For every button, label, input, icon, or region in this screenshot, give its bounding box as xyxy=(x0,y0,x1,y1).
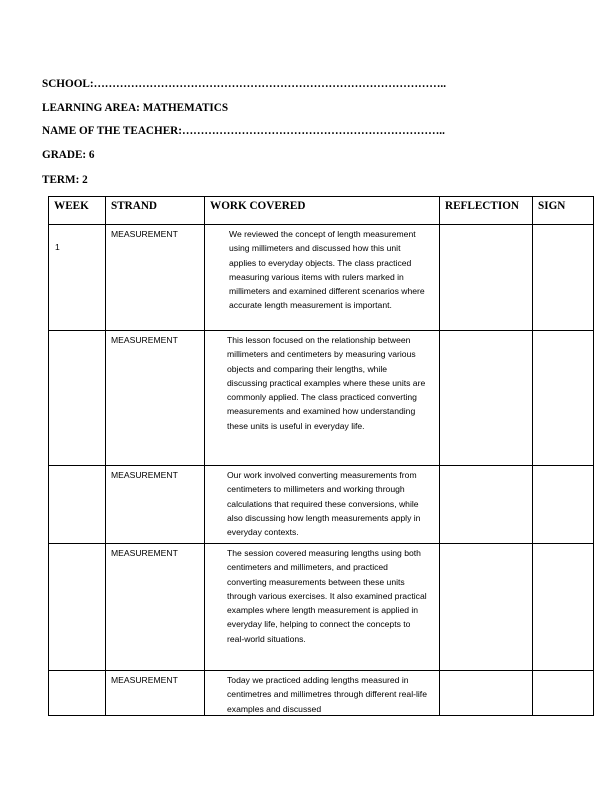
strand-cell: MEASUREMENT xyxy=(106,466,205,544)
table-row xyxy=(49,671,594,716)
sign-cell xyxy=(533,466,594,544)
work-covered-cell: This lesson focused on the relationship between millimeters and centimeters by measuring various objects and comparing their lengths, while discussing practical examples where these units are commonly applied. The class practiced converting measurements and examined how understanding these units is useful in everyday life. xyxy=(205,331,440,466)
strand-cell: MEASUREMENT xyxy=(106,671,205,716)
work-covered-cell: Our work involved converting measurements from centimeters to millimeters and working through calculations that required these conversions, while also discussing how length measurements apply in everyday contexts. xyxy=(205,466,440,544)
term-line: TERM: 2 xyxy=(42,174,88,186)
column-header-strand: STRAND xyxy=(106,197,205,225)
school-line: SCHOOL:………………………………………………………………………………….. xyxy=(42,78,447,90)
column-header-work-covered: WORK COVERED xyxy=(205,197,440,225)
reflection-cell xyxy=(440,671,533,716)
strand-cell: MEASUREMENT xyxy=(106,331,205,466)
work-covered-cell: We reviewed the concept of length measurement using millimeters and discussed how this unit applies to everyday objects. The class practiced measuring various items with rulers marked in millimeters and examined different scenarios where accurate length measurement is important. xyxy=(205,225,440,331)
work-covered-text: Today we practiced adding lengths measured in centimetres and millimetres through different real-life examples and discussed xyxy=(227,675,427,714)
sign-cell xyxy=(533,544,594,671)
work-covered-cell xyxy=(205,671,440,716)
reflection-cell xyxy=(440,466,533,544)
week-cell xyxy=(49,466,106,544)
table-row xyxy=(49,466,594,544)
column-header-reflection: REFLECTION xyxy=(440,197,533,225)
grade-line: GRADE: 6 xyxy=(42,149,95,161)
learning-area-line: LEARNING AREA: MATHEMATICS xyxy=(42,102,229,114)
reflection-cell xyxy=(440,331,533,466)
strand-cell: MEASUREMENT xyxy=(106,225,205,331)
reflection-cell xyxy=(440,225,533,331)
reflection-cell xyxy=(440,544,533,671)
sign-cell xyxy=(533,225,594,331)
teacher-line: NAME OF THE TEACHER:…………………………………………………………….. xyxy=(42,125,445,137)
sign-cell xyxy=(533,671,594,716)
week-cell xyxy=(49,544,106,671)
week-cell xyxy=(49,331,106,466)
column-header-sign: SIGN xyxy=(533,197,594,225)
column-header-week: WEEK xyxy=(49,197,106,225)
work-covered-cell: The session covered measuring lengths using both centimeters and millimeters, and practiced converting measurements between these units through various exercises. It also examined practical examples where length measurement is applied in everyday life, helping to connect the concepts to real-world situations. xyxy=(205,544,440,671)
week-cell: 1 xyxy=(49,225,106,331)
table-row xyxy=(49,331,594,466)
table-row xyxy=(49,544,594,671)
table-header-row xyxy=(49,197,594,225)
table-row xyxy=(49,225,594,331)
week-cell xyxy=(49,671,106,716)
strand-cell: MEASUREMENT xyxy=(106,544,205,671)
sign-cell xyxy=(533,331,594,466)
work-record-table xyxy=(48,196,594,716)
